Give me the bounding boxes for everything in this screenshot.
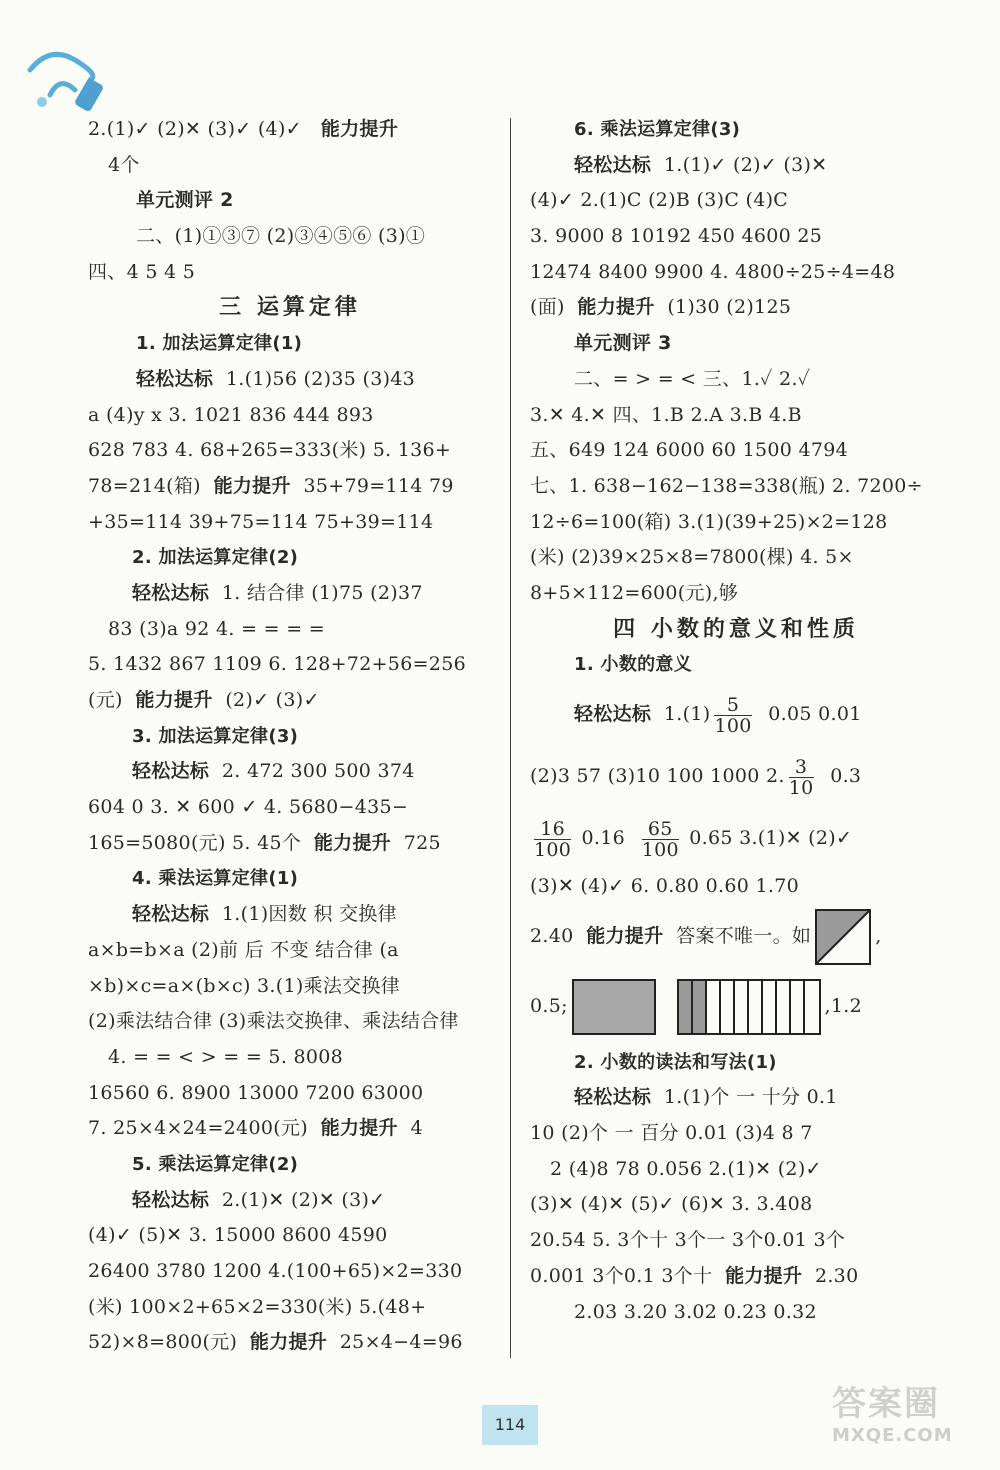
fraction: $\frac{65}{100}$: [641, 817, 679, 861]
ability-label: 能力提升: [135, 689, 213, 711]
answer-line: 轻松达标 1.(1) $\frac{5}{100}$ 0.05 0.01: [574, 693, 862, 737]
answer-line: 二、(1)①③⑦ (2)③④⑤⑥ (3)①: [136, 225, 426, 248]
answer-line: 3. 9000 8 10192 450 4600 25: [530, 225, 823, 248]
lesson-heading: 2. 加法运算定律(2): [132, 547, 299, 569]
answer-line: 2.(1)✓ (2)✕ (3)✓ (4)✓ 能力提升: [88, 118, 399, 140]
ability-label: 能力提升: [313, 831, 392, 854]
lesson-heading: 1. 小数的意义: [574, 654, 693, 676]
lesson-heading: 1. 加法运算定律(1): [136, 333, 303, 355]
answer-line: 12474 8400 9900 4. 4800÷25÷4=48: [530, 260, 896, 283]
unit-test-heading: 单元测评 3: [574, 332, 672, 355]
answer-line: 12÷6=100(箱) 3.(1)(39+25)×2=128: [530, 510, 888, 533]
answer-line: 26400 3780 1200 4.(100+65)×2=330: [88, 1260, 463, 1282]
answer-line: 4个: [108, 153, 140, 176]
ability-label: 能力提升: [586, 924, 664, 947]
answer-line: 78=214(箱) 能力提升 35+79=114 79: [88, 474, 454, 497]
ability-label: 能力提升: [320, 118, 399, 140]
left-column: [88, 112, 492, 1361]
basic-label: 轻松达标: [132, 581, 210, 604]
answer-line: 5. 1432 867 1109 6. 128+72+56=256: [88, 653, 466, 676]
answer-line: 轻松达标 1.(1)个 一 十分 0.1: [574, 1086, 838, 1109]
answer-line: a (4)y x 3. 1021 836 444 893: [88, 403, 374, 426]
lesson-heading: 3. 加法运算定律(3): [132, 725, 299, 747]
fraction: $\frac{16}{100}$: [534, 817, 572, 861]
answer-line: 0.5; ,1.2: [530, 967, 942, 1045]
answer-line: (3)✕ (4)✕ (5)✓ (6)✕ 3. 3.408: [530, 1193, 813, 1216]
answer-line: (3)✕ (4)✓ 6. 0.80 0.60 1.70: [530, 875, 800, 897]
ability-label: 能力提升: [577, 296, 655, 319]
tenths-strip-figure: [677, 979, 821, 1035]
answer-line: 二、= > = < 三、1.✓ 2.✓: [574, 367, 811, 390]
lesson-heading: 2. 小数的读法和写法(1): [574, 1051, 777, 1073]
answer-line: 16560 6. 8900 13000 7200 63000: [88, 1081, 424, 1104]
answer-line: (4)✓ (5)✕ 3. 15000 8600 4590: [88, 1224, 388, 1247]
watermark: [832, 1376, 992, 1468]
answer-line: 轻松达标 2.(1)✕ (2)✕ (3)✓: [132, 1188, 386, 1211]
page-number: 114: [482, 1405, 538, 1445]
answer-line: +35=114 39+75=114 75+39=114: [88, 510, 434, 533]
answer-line: 604 0 3. ✕ 600 ✓ 4. 5680−435−: [88, 796, 409, 819]
chapter-title: 三 运算定律: [219, 294, 361, 321]
answer-line: 2 (4)8 78 0.056 2.(1)✕ (2)✓: [550, 1157, 822, 1180]
corner-decoration-icon: [20, 40, 120, 120]
lesson-heading: 4. 乘法运算定律(1): [132, 868, 299, 890]
answer-line: 2.03 3.20 3.02 0.23 0.32: [574, 1300, 817, 1323]
answer-line: 四、4 5 4 5: [88, 260, 196, 283]
answer-line: (面) 能力提升 (1)30 (2)125: [530, 296, 792, 319]
answer-line: 628 783 4. 68+265=333(米) 5. 136+: [88, 439, 452, 462]
fraction: $\frac{5}{100}$: [714, 693, 752, 737]
basic-label: 轻松达标: [136, 367, 214, 390]
ability-label: 能力提升: [320, 1117, 398, 1140]
basic-label: 轻松达标: [574, 703, 652, 725]
basic-label: 轻松达标: [574, 153, 652, 176]
shaded-rectangle-figure: [572, 979, 656, 1035]
answer-line: 五、649 124 6000 60 1500 4794: [530, 439, 849, 462]
right-column: [530, 112, 942, 1330]
lesson-heading: 6. 乘法运算定律(3): [574, 119, 741, 140]
answer-line: (2)乘法结合律 (3)乘法交换律、乘法结合律: [88, 1010, 459, 1033]
answer-line: ×b)×c=a×(b×c) 3.(1)乘法交换律: [88, 974, 401, 997]
basic-label: 轻松达标: [132, 1188, 210, 1211]
answer-line: $\frac{16}{100}$ 0.16 $\frac{65}{100}$ 0.65 3.(1)✕ (2)✓: [534, 817, 853, 861]
basic-label: 轻松达标: [132, 760, 210, 783]
fraction: $\frac{3}{10}$: [788, 755, 814, 799]
column-divider: [510, 118, 511, 1358]
answer-line: 轻松达标 1.(1)✓ (2)✓ (3)✕: [574, 153, 828, 176]
answer-line: (米) 100×2+65×2=330(米) 5.(48+: [88, 1295, 427, 1318]
basic-label: 轻松达标: [132, 903, 210, 926]
answer-line: (4)✓ 2.(1)C (2)B (3)C (4)C: [530, 189, 789, 212]
answer-line: a×b=b×a (2)前 后 不变 结合律 (a: [88, 938, 399, 961]
answer-line: 3.✕ 4.✕ 四、1.B 2.A 3.B 4.B: [530, 403, 802, 426]
unit-test-heading: 单元测评 2: [136, 189, 234, 212]
watermark-url: MXQE.COM: [832, 1425, 953, 1446]
answer-line: 轻松达标 1.(1)因数 积 交换律: [132, 903, 397, 926]
answer-line: (元) 能力提升 (2)✓ (3)✓: [88, 689, 320, 711]
chapter-title: 四 小数的意义和性质: [613, 615, 859, 642]
answer-line: 83 (3)a 92 4. = = = =: [108, 617, 325, 640]
basic-label: 轻松达标: [574, 1086, 652, 1109]
answer-line: 52)×8=800(元) 能力提升 25×4−4=96: [88, 1331, 463, 1354]
answer-line: 20.54 5. 3个十 3个一 3个0.01 3个: [530, 1229, 846, 1252]
answer-line: (2)3 57 (3)10 100 1000 2. $\frac{3}{10}$ 0.3: [530, 755, 862, 799]
answer-line: 轻松达标 1. 结合律 (1)75 (2)37: [132, 581, 423, 604]
answer-line: 2.40 能力提升 答案不唯一。如 ,: [530, 905, 942, 967]
ability-label: 能力提升: [725, 1264, 803, 1287]
answer-line: 8+5×112=600(元),够: [530, 581, 739, 604]
answer-line: 轻松达标 1.(1)56 (2)35 (3)43: [136, 367, 416, 390]
half-shaded-square-figure: [815, 909, 871, 965]
answer-line: (米) (2)39×25×8=7800(棵) 4. 5×: [530, 546, 854, 569]
watermark-logo: 答案圈: [832, 1384, 940, 1424]
answer-line: 4. = = < > = = 5. 8008: [108, 1045, 344, 1068]
answer-line: 10 (2)个 一 百分 0.01 (3)4 8 7: [530, 1122, 813, 1145]
lesson-heading: 5. 乘法运算定律(2): [132, 1153, 299, 1175]
ability-label: 能力提升: [249, 1331, 328, 1354]
answer-line: 165=5080(元) 5. 45个 能力提升 725: [88, 831, 441, 854]
answer-line: 7. 25×4×24=2400(元) 能力提升 4: [88, 1117, 423, 1140]
answer-line: 七、1. 638−162−138=338(瓶) 2. 7200÷: [530, 474, 923, 497]
answer-line: 轻松达标 2. 472 300 500 374: [132, 760, 415, 783]
ability-label: 能力提升: [213, 474, 291, 497]
answer-line: 0.001 3个0.1 3个十 能力提升 2.30: [530, 1264, 859, 1287]
